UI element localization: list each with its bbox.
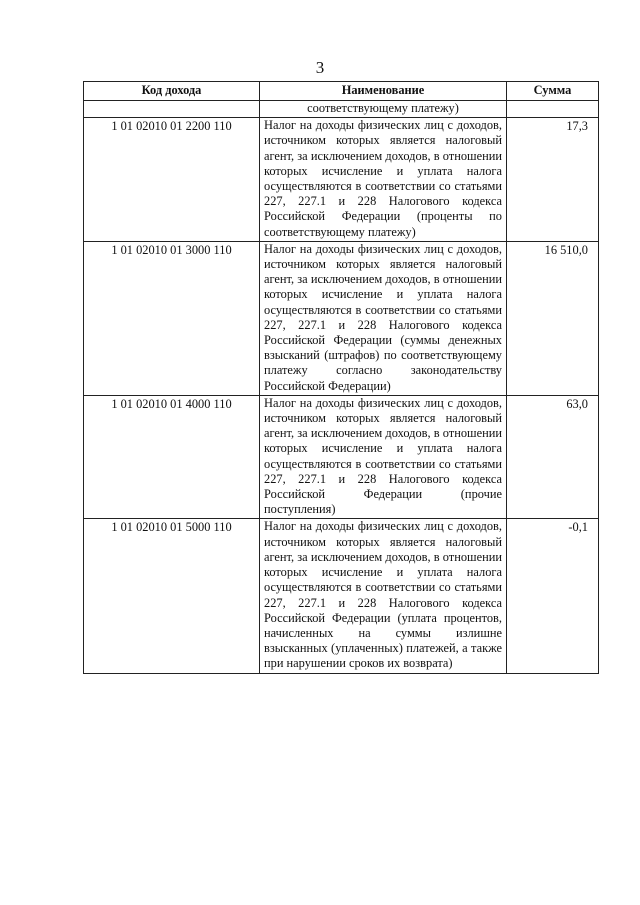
cell-code xyxy=(84,101,260,118)
cell-sum: -0,1 xyxy=(507,519,599,673)
cell-code: 1 01 02010 01 2200 110 xyxy=(84,118,260,242)
table-row-continuation xyxy=(84,101,599,118)
header-sum: Сумма xyxy=(507,82,599,101)
cell-name: Налог на доходы физических лиц с доходов, источником которых является налоговый агент, за исключением доходов, в отношении которых исчисление и уплата налога осуществляются в соответствии со статьями 227, 227.1 и 228 Налогового кодекса Российской Федерации (прочие поступления) xyxy=(260,395,507,519)
table-row xyxy=(84,519,599,673)
cell-name: Налог на доходы физических лиц с доходов, источником которых является налоговый агент, за исключением доходов, в отношении которых исчисление и уплата налога осуществляются в соответствии со статьями 227, 227.1 и 228 Налогового кодекса Российской Федерации (уплата процентов, начисленных на суммы излишне взысканных (уплаченных) платежей, а также при нарушении сроков их возврата) xyxy=(260,519,507,673)
table-row xyxy=(84,241,599,395)
cell-name: Налог на доходы физических лиц с доходов, источником которых является налоговый агент, за исключением доходов, в отношении которых исчисление и уплата налога осуществляются в соответствии со статьями 227, 227.1 и 228 Налогового кодекса Российской Федерации (суммы денежных взысканий (штрафов) по соответствующему платежу согласно законодательству Российской Федерации) xyxy=(260,241,507,395)
header-name: Наименование xyxy=(260,82,507,101)
cell-sum xyxy=(507,101,599,118)
cell-sum: 16 510,0 xyxy=(507,241,599,395)
cell-name: соответствующему платежу) xyxy=(260,101,507,118)
page-number: 3 xyxy=(315,58,325,77)
revenue-table xyxy=(83,81,599,674)
header-code: Код дохода xyxy=(84,82,260,101)
cell-code: 1 01 02010 01 5000 110 xyxy=(84,519,260,673)
cell-sum: 17,3 xyxy=(507,118,599,242)
cell-name: Налог на доходы физических лиц с доходов, источником которых является налоговый агент, за исключением доходов, в отношении которых исчисление и уплата налога осуществляются в соответствии со статьями 227, 227.1 и 228 Налогового кодекса Российской Федерации (проценты по соответствующему платежу) xyxy=(260,118,507,242)
table-row xyxy=(84,118,599,242)
table-row xyxy=(84,395,599,519)
cell-code: 1 01 02010 01 4000 110 xyxy=(84,395,260,519)
table-header-row xyxy=(84,82,599,101)
cell-code: 1 01 02010 01 3000 110 xyxy=(84,241,260,395)
cell-sum: 63,0 xyxy=(507,395,599,519)
